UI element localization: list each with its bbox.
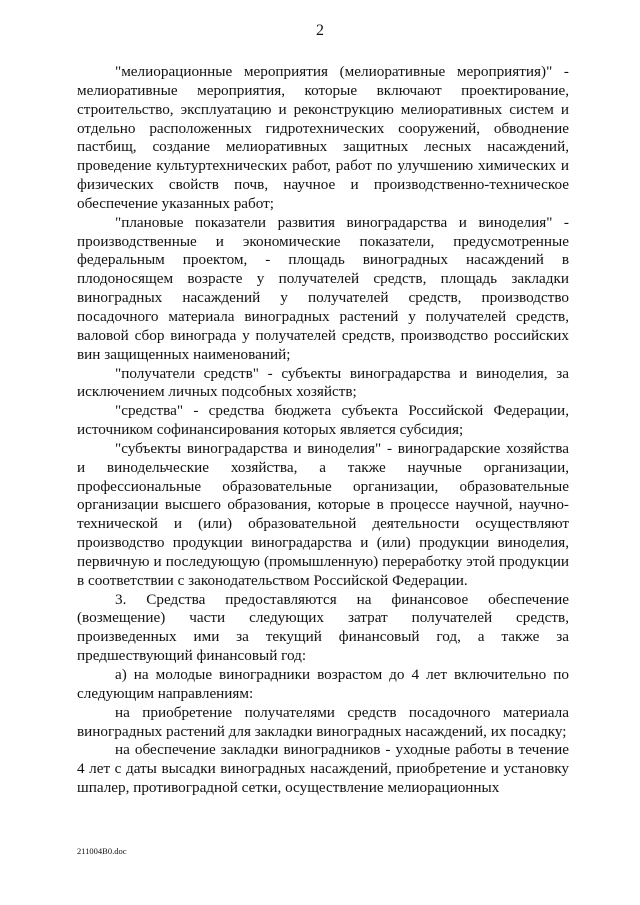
document-body <box>77 63 569 798</box>
paragraph-definition-recipients: "получатели средств" - субъекты виноградарства и виноделия, за исключением личных подсобных хозяйств; <box>77 364 569 401</box>
paragraph-definition-plan-indicators: "плановые показатели развития виноградарства и виноделия" - производственные и экономические показатели, предусмотренные федеральным проектом, - площадь виноградных насаждений в плодоносящем возрасте у получателей средств, площадь закладки виноградных насаждений у получателей средств, производство посадочного материала виноградных растений у получателей средств, валовой сбор винограда у получателей средств, производство российских вин защищенных наименований; <box>77 213 569 363</box>
paragraph-vineyard-establishment: на обеспечение закладки виноградников - уходные работы в течение 4 лет с даты высадки виноградных насаждений, приобретение и установку шпалер, противоградной сетки, осуществление мелиорационных <box>77 741 569 797</box>
paragraph-item-a: а) на молодые виноградники возрастом до 4 лет включительно по следующим направлениям: <box>77 666 569 702</box>
paragraph-section-3: 3. Средства предоставляются на финансовое обеспечение (возмещение) части следующих затрат получателей средств, произведенных ими за текущий финансовый год, а также за предшествующий финансовый год: <box>77 590 569 665</box>
paragraph-definition-subjects: "субъекты виноградарства и виноделия" - виноградарские хозяйства и винодельческие хозяйства, а также научные организации, профессиональные образовательные организации, образовательные организации высшего образования, которые в процессе научной, научно-технической и (или) образовательной деятельности осуществляют производство продукции виноградарства и (или) продукции виноделия, первичную и последующую (промышленную) переработку этой продукции в соответствии с законодательством Российской Федерации. <box>77 439 569 589</box>
paragraph-planting-material: на приобретение получателями средств посадочного материала виноградных растений для закладки виноградных насаждений, их посадку; <box>77 703 569 740</box>
paragraph-definition-funds: "средства" - средства бюджета субъекта Российской Федерации, источником софинансирования которых является субсидия; <box>77 402 569 439</box>
paragraph-definition-melioration: "мелиорационные мероприятия (мелиоративные мероприятия)" - мелиоративные мероприятия, которые включают проектирование, строительство, эксплуатацию и реконструкцию мелиоративных систем и отдельно расположенных гидротехнических сооружений, обводнение пастбищ, создание мелиоративных защитных лесных насаждений, проведение культуртехнических работ, работ по улучшению химических и физических свойств почв, научное и производственно-техническое обеспечение указанных работ; <box>77 63 569 212</box>
page-number: 2 <box>316 22 324 39</box>
document-file-code: 211004В0.doc <box>77 846 127 856</box>
